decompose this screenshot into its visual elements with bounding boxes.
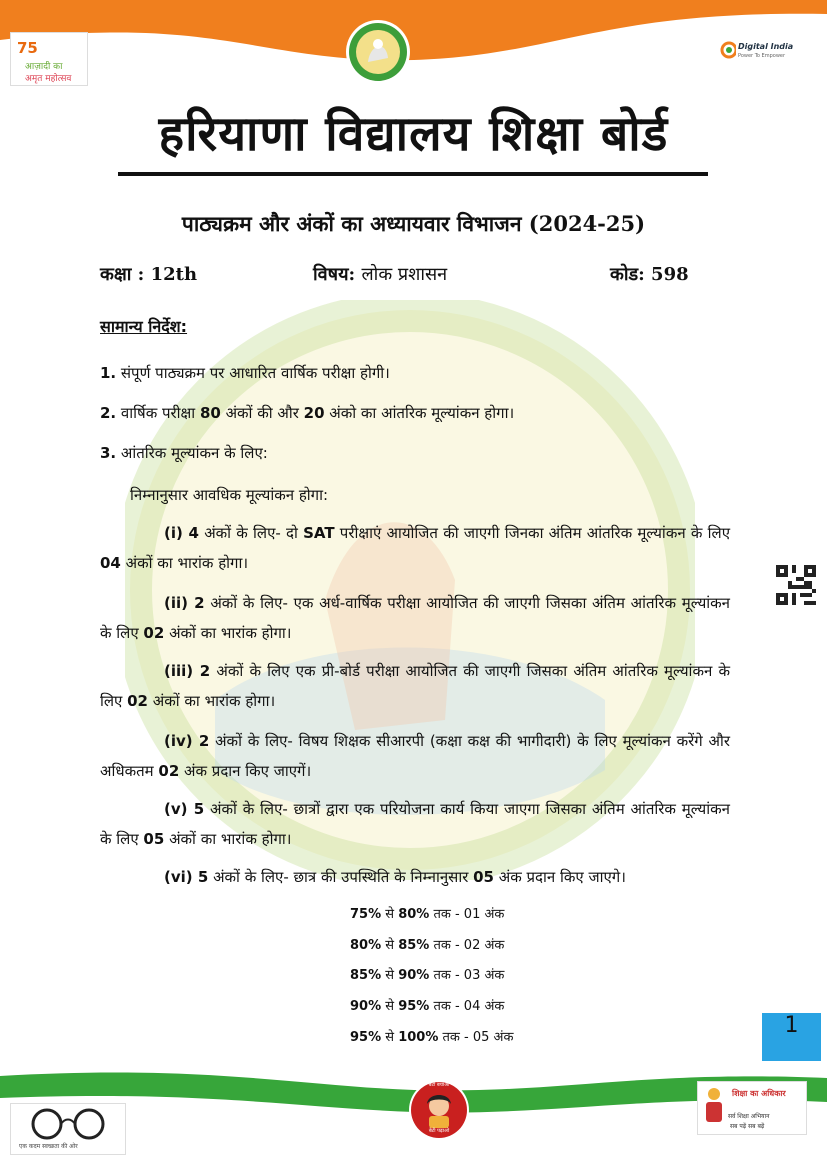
bbbp-top-text: बेटी बचाओ [428, 1082, 450, 1088]
shiksha-ka-adhikar-logo [697, 1081, 807, 1135]
code-info [610, 262, 689, 286]
attendance-marks: तक - 01 अंक [429, 907, 505, 922]
attendance-mid: से [381, 907, 399, 922]
child-reading-icon [700, 1084, 730, 1134]
instruction-2 [100, 398, 730, 428]
spectacles-icon [13, 1106, 123, 1142]
title-underline [118, 172, 708, 176]
clause-vi-text-a: अंकों के लिए- छात्र की उपस्थिति के निम्नानुसार [208, 868, 474, 886]
attendance-from: 90% [350, 999, 382, 1014]
attendance-from: 85% [350, 968, 382, 983]
clause-ii [100, 588, 730, 648]
shiksha-line1: सर्व शिक्षा अभियान [728, 1113, 770, 1120]
instruction-2-marks-b: 20 [303, 404, 325, 422]
clause-i-text-c: अंकों का भारांक होगा। [120, 554, 249, 572]
clause-vi-weight: 05 [473, 868, 494, 886]
instruction-3 [100, 438, 730, 468]
clause-i-weight: 04 [100, 554, 121, 572]
logo-number: 75 [17, 39, 38, 57]
subject-label: विषय: [313, 264, 356, 285]
instruction-2-text-c: अंको का आंतरिक मूल्यांकन होगा। [324, 404, 515, 422]
clause-vi-num: (vi) 5 [164, 868, 209, 886]
instruction-3-num: 3. [100, 444, 117, 462]
instruction-3-sub: निम्नानुसार आवधिक मूल्यांकन होगा: [130, 486, 329, 504]
instruction-1-text: संपूर्ण पाठ्यक्रम पर आधारित वार्षिक परीक्षा होगी। [116, 364, 390, 382]
attendance-from: 95% [350, 1030, 382, 1045]
document-subtitle: पाठ्यक्रम और अंकों का अध्यायवार विभाजन (2024-25) [181, 211, 646, 236]
attendance-mid: से [381, 938, 399, 953]
clause-iii-text-b: अंकों का भारांक होगा। [148, 692, 276, 710]
clause-vi-text-b: अंक प्रदान किए जाएगे। [493, 868, 626, 886]
attendance-row [350, 935, 504, 953]
clause-v [100, 794, 730, 854]
class-label: कक्षा : [100, 264, 145, 285]
attendance-mid: से [381, 999, 399, 1014]
header-band [0, 0, 827, 92]
attendance-row [350, 904, 504, 922]
page-number-badge [762, 1013, 821, 1061]
attendance-from: 75% [350, 907, 382, 922]
logo-line2: अमृत महोत्सव [25, 74, 72, 84]
clause-ii-text-b: अंकों का भारांक होगा। [164, 624, 292, 642]
attendance-to: 80% [398, 907, 430, 922]
clause-ii-text-a: अंकों के लिए- एक अर्ध-वार्षिक परीक्षा आयोजित की जाएगी जिसका अंतिम आंतरिक मूल्यांकन के लिए [100, 594, 731, 642]
class-value: 12th [150, 264, 198, 285]
clause-iii-text-a: अंकों के लिए एक प्री-बोर्ड परीक्षा आयोजित की जाएगी जिसका अंतिम आंतरिक मूल्यांकन के लिए [100, 662, 730, 710]
class-info [100, 262, 197, 286]
subject-value: लोक प्रशासन [361, 264, 448, 285]
attendance-row [350, 996, 504, 1014]
attendance-marks: तक - 04 अंक [429, 999, 505, 1014]
attendance-row [350, 965, 504, 983]
clause-iv [100, 726, 730, 786]
attendance-to: 100% [398, 1030, 439, 1045]
attendance-marks: तक - 02 अंक [429, 938, 505, 953]
logo-line1: आज़ादी का [25, 62, 63, 72]
instruction-1 [100, 358, 730, 388]
instruction-2-text-b: अंकों की और [220, 404, 304, 422]
attendance-marks: तक - 05 अंक [438, 1030, 514, 1045]
azadi-amrit-mahotsav-logo [10, 32, 88, 86]
clause-iv-num: (iv) 2 [164, 732, 210, 750]
attendance-marks: तक - 03 अंक [429, 968, 505, 983]
clause-iv-text-a: अंकों के लिए- विषय शिक्षक सीआरपी (कक्षा कक्ष की भागीदारी) के लिए मूल्यांकन करेंगे और अधिकतम [100, 732, 730, 780]
clause-v-text-b: अंकों का भारांक होगा। [164, 830, 292, 848]
code-value: 598 [651, 264, 689, 285]
code-label: कोड: [610, 264, 645, 285]
page-number: 1 [784, 1013, 799, 1038]
clause-iii-weight: 02 [127, 692, 148, 710]
instruction-2-marks-a: 80 [199, 404, 221, 422]
clause-i-text-a: अंकों के लिए- दो [198, 524, 304, 542]
clause-i-text-b: परीक्षाएं आयोजित की जाएगी जिनका अंतिम आंतरिक मूल्यांकन के लिए [334, 524, 730, 542]
attendance-row [350, 1027, 513, 1045]
clause-iii [100, 656, 730, 716]
digital-india-logo [720, 36, 812, 72]
digital-india-tagline: Power To Empower [738, 53, 786, 59]
clause-vi [100, 862, 730, 892]
clause-iv-text-b: अंक प्रदान किए जाएगें। [179, 762, 312, 780]
instruction-2-num: 2. [100, 404, 117, 422]
instruction-2-text-a: वार्षिक परीक्षा [116, 404, 200, 422]
digital-india-name: Digital India [738, 42, 794, 51]
general-instructions-heading: सामान्य निर्देश: [100, 317, 188, 336]
clause-i-num: (i) 4 [164, 524, 199, 542]
clause-v-weight: 05 [143, 830, 165, 848]
attendance-from: 80% [350, 938, 382, 953]
attendance-to: 90% [398, 968, 430, 983]
subject-info [313, 262, 447, 286]
clause-v-text-a: अंकों के लिए- छात्रों द्वारा एक परियोजना कार्य किया जाएगा जिसका अंतिम आंतरिक मूल्यांकन के लिए [100, 800, 730, 848]
instruction-1-num: 1. [100, 364, 117, 382]
clause-i-sat: SAT [303, 524, 335, 542]
clause-v-num: (v) 5 [164, 800, 205, 818]
clause-iii-num: (iii) 2 [164, 662, 211, 680]
qr-code-icon[interactable] [776, 565, 816, 605]
instruction-3-text: आंतरिक मूल्यांकन के लिए: [116, 444, 268, 462]
shiksha-title: शिक्षा का अधिकार [732, 1089, 786, 1098]
clause-ii-num: (ii) 2 [164, 594, 205, 612]
shiksha-line2: सब पढ़ें सब बढ़ें [730, 1123, 765, 1130]
attendance-mid: से [381, 1030, 399, 1045]
digital-india-icon [720, 38, 736, 68]
attendance-mid: से [381, 968, 399, 983]
swachh-bharat-logo [10, 1103, 126, 1155]
clause-ii-weight: 02 [143, 624, 165, 642]
board-title: हरियाणा विद्यालय शिक्षा बोर्ड [158, 106, 669, 162]
attendance-to: 85% [398, 938, 430, 953]
clause-iv-weight: 02 [158, 762, 180, 780]
attendance-to: 95% [398, 999, 430, 1014]
clause-i [100, 518, 730, 578]
bbbp-bottom-text: बेटी पढ़ाओ [428, 1128, 450, 1134]
swachh-tagline: एक कदम स्वच्छता की ओर [19, 1143, 78, 1150]
